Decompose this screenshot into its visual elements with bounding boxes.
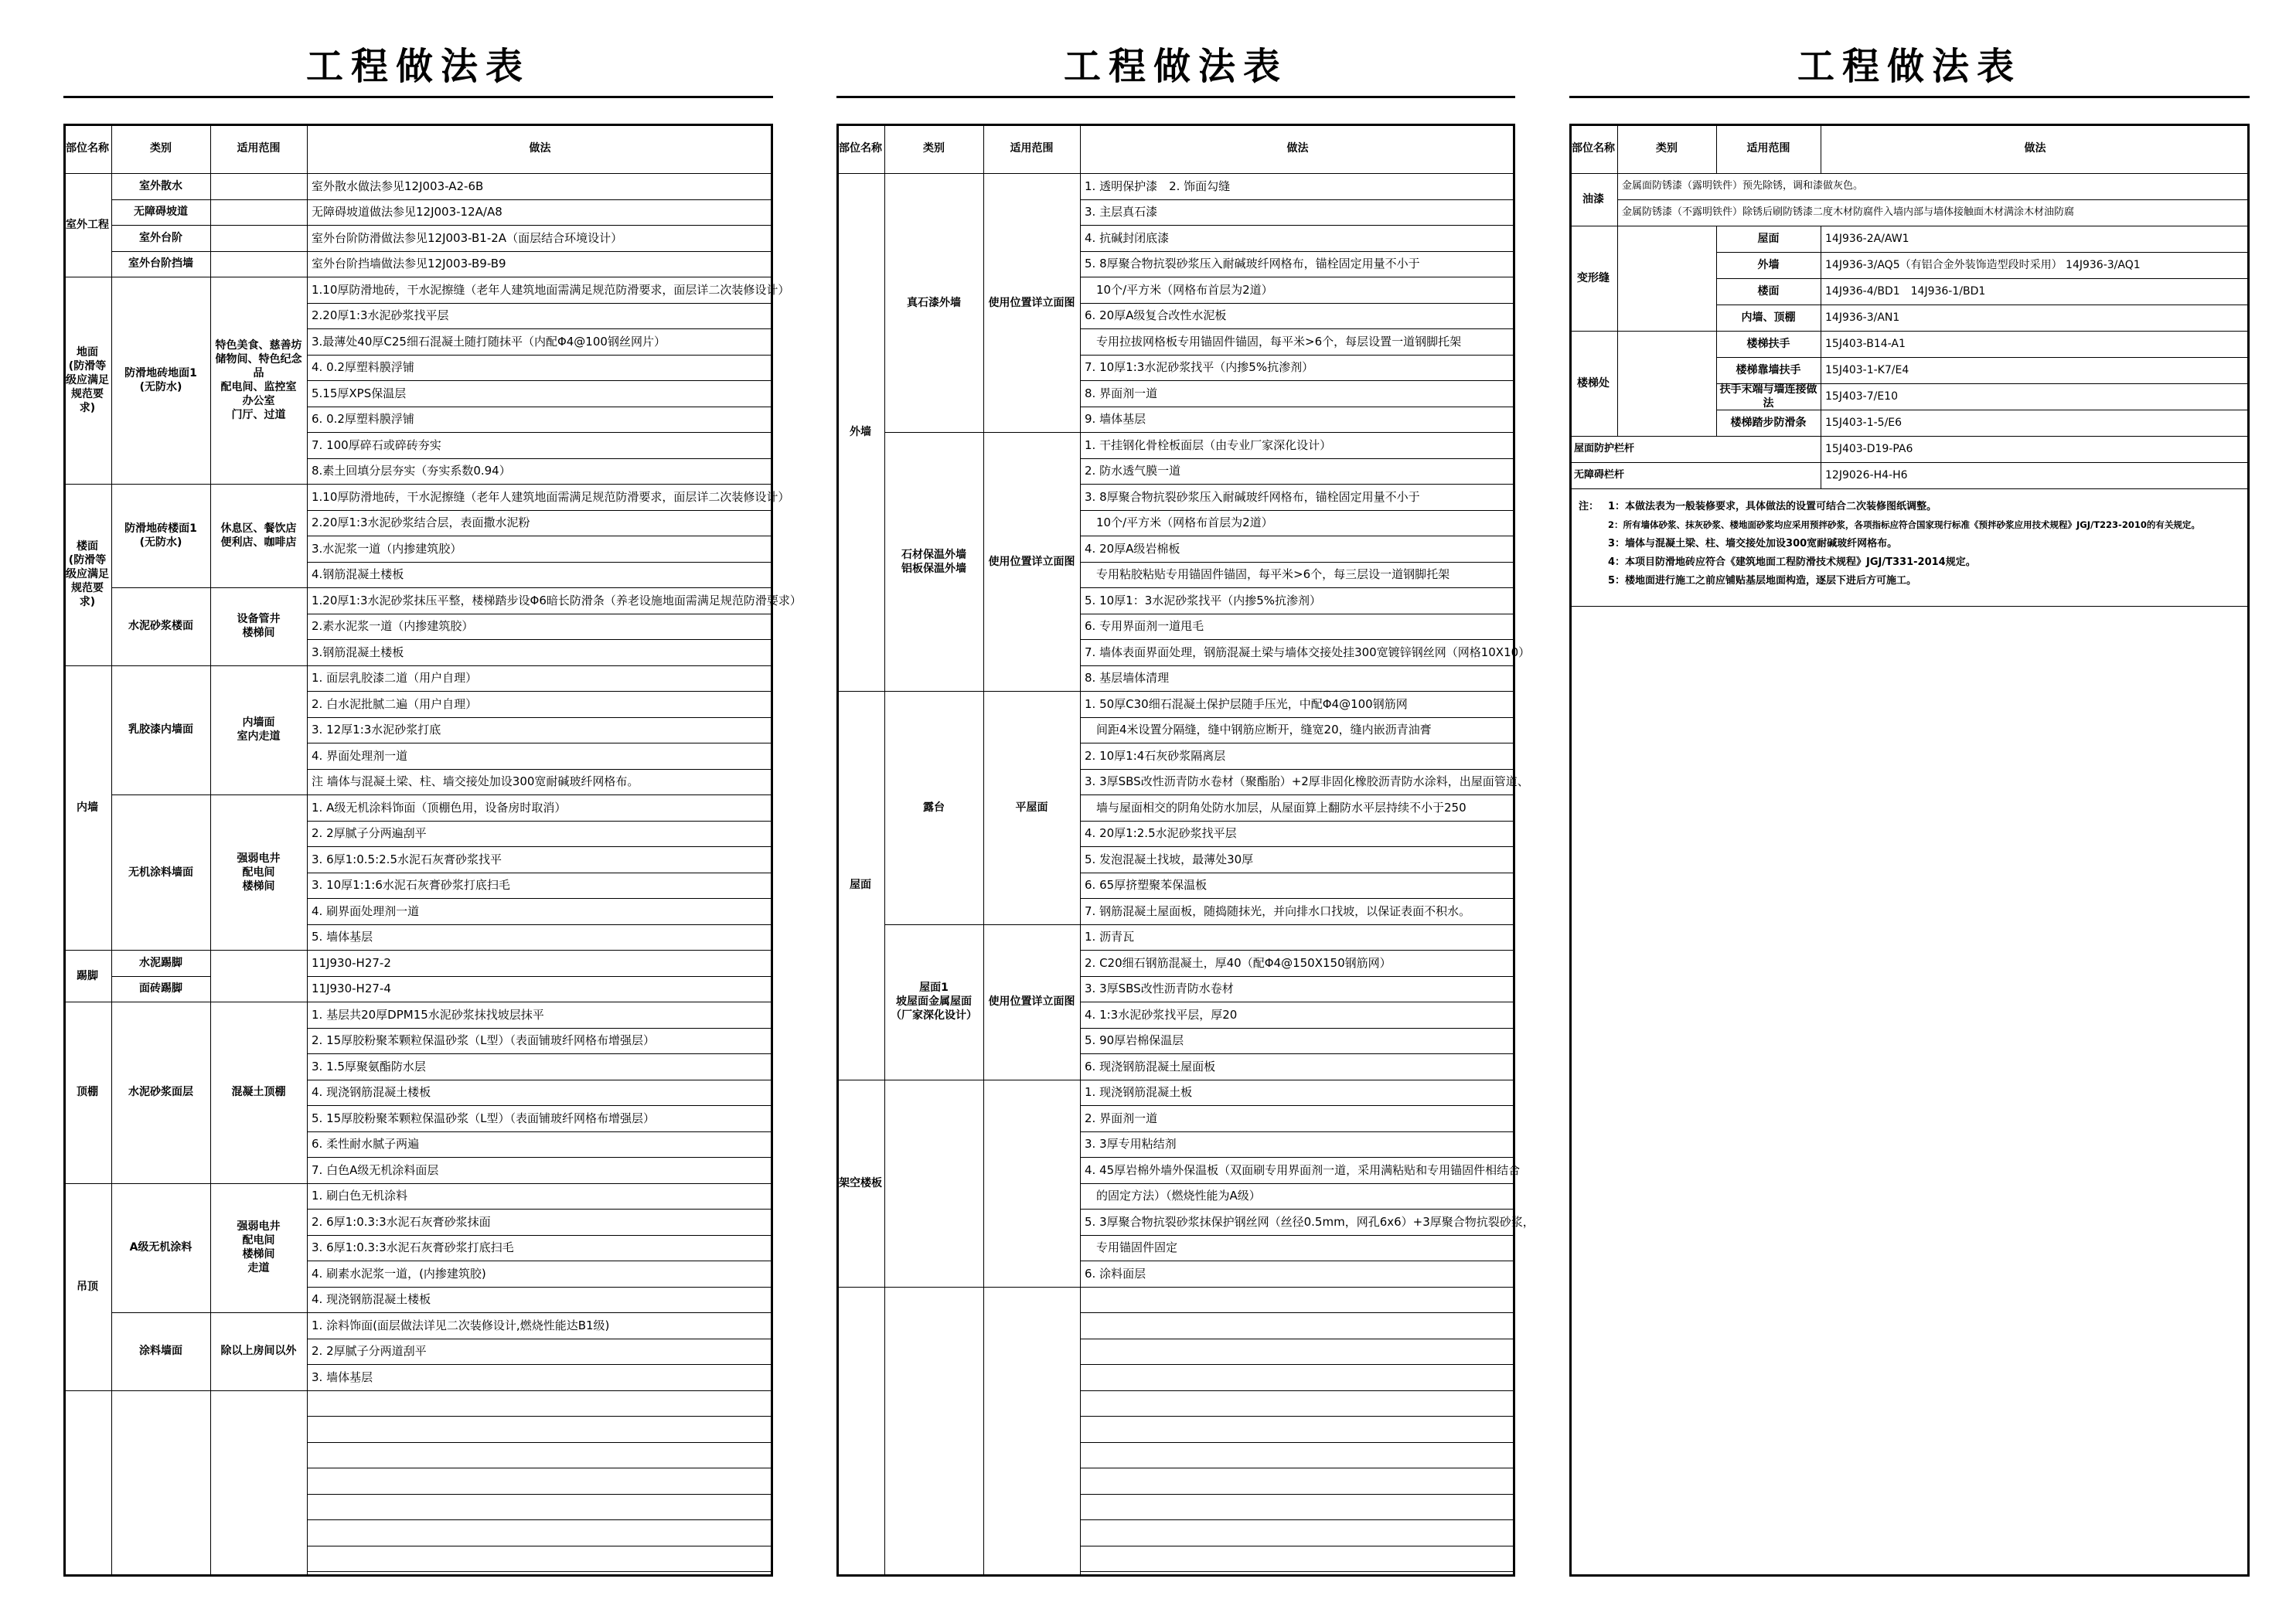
type-cell: 楼梯踏步防滑条 xyxy=(1730,417,1807,429)
method-row: 2.素水泥浆一道（内掺建筑胶） xyxy=(312,619,474,634)
scope-cell: 特色美食、慈善坊 储物间、特色纪念品 配电间、监控室 办公室 门厅、过道 xyxy=(215,339,302,421)
note-line: 2：所有墙体砂浆、抹灰砂浆、楼地面砂浆均应采用预拌砂浆，各项指标应符合国家现行标准《预拌砂浆应用技术规程》JGJ/T223-2010的有关规定。 xyxy=(1608,519,2200,530)
scope-cell: 使用位置详立面图 xyxy=(988,296,1075,309)
method-row: 11J930-H27-4 xyxy=(312,982,391,996)
method-row: 1.20厚1:3水泥砂浆抹压平整，楼梯踏步设Φ6暗长防滑条（养老设施地面需满足规范防滑要求） xyxy=(312,593,802,607)
note-line: 1：本做法表为一般装修要求，具体做法的设置可结合二次装修图纸调整。 xyxy=(1608,501,1937,512)
part-name-cell: 无障碍栏杆 xyxy=(1574,469,1625,481)
method-row: 3. 6厚1:0.5:2.5水泥石灰膏砂浆找平 xyxy=(312,852,502,866)
category-cell: 真石漆外墙 xyxy=(907,296,961,309)
method-row: 7. 白色A级无机涂料面层 xyxy=(312,1162,439,1177)
row-divider xyxy=(210,1390,307,1391)
note-line: 3：墙体与混凝土梁、柱、墙交接处加设300宽耐碱玻纤网格布。 xyxy=(1608,538,1898,550)
method-row: 金属面防锈漆（露明铁件）预先除锈，调和漆做灰色。 xyxy=(1622,180,1864,192)
method-row: 4. 现浇钢筋混凝土楼板 xyxy=(312,1292,431,1307)
row-divider xyxy=(1569,436,2250,437)
scope-cell: 休息区、餐饮店 便利店、咖啡店 xyxy=(220,522,297,549)
column-divider xyxy=(1617,124,1618,173)
part-name-cell: 变形缝 xyxy=(1577,272,1610,284)
row-divider xyxy=(1080,1287,1515,1288)
row-divider xyxy=(307,1364,773,1365)
category-cell: 防滑地砖楼面1 (无防水) xyxy=(124,522,197,549)
row-divider xyxy=(1080,458,1515,459)
row-divider xyxy=(307,1105,773,1106)
row-divider xyxy=(307,355,773,356)
row-divider xyxy=(307,1494,773,1495)
method-row: 4. 1:3水泥砂浆找平层，厚20 xyxy=(1085,1007,1238,1022)
note-line: 5：楼地面进行施工之前应铺贴基层地面构造，逐层下进后方可施工。 xyxy=(1608,575,1917,587)
scope-cell: 强弱电井 配电间 楼梯间 xyxy=(237,852,281,893)
method-row: 7. 墙体表面界面处理，钢筋混凝土梁与墙体交接处挂300宽镀锌钢丝网（网格10X10） xyxy=(1085,645,1531,659)
method-row: 5. 3厚聚合物抗裂砂浆抹保护钢丝网（丝径0.5mm，网孔6x6）+3厚聚合物抗裂砂浆， xyxy=(1085,1214,1535,1229)
row-divider xyxy=(1080,199,1515,200)
construction-table-3 xyxy=(1569,124,2250,1577)
type-cell: 楼梯靠墙扶手 xyxy=(1736,364,1801,376)
method-row: 1. 透明保护漆 2. 饰面勾缝 xyxy=(1085,179,1231,193)
category-cell: 室外散水 xyxy=(139,179,182,192)
method-row: 4. 刷界面处理剂一道 xyxy=(312,903,420,918)
row-divider xyxy=(1080,1028,1515,1029)
category-cell: 水泥砂浆面层 xyxy=(128,1086,193,1099)
method-row: 5. 8厚聚合物抗裂砂浆压入耐碱玻纤网格布，锚栓固定用量不小于 xyxy=(1085,257,1420,271)
row-divider xyxy=(307,225,773,226)
panel-2-title: 工程做法表 xyxy=(1063,45,1288,88)
scope-cell: 强弱电井 配电间 楼梯间 走道 xyxy=(237,1220,281,1275)
column-divider xyxy=(1617,331,1618,436)
method-row: 1. 50厚C30细石混凝土保护层随手压光，中配Φ4@100钢筋网 xyxy=(1085,696,1408,711)
method-row: 3.水泥浆一道（内掺建筑胶） xyxy=(312,541,462,556)
row-divider xyxy=(1080,1131,1515,1132)
row-divider xyxy=(1080,1053,1515,1054)
method-row: 4. 20厚A级岩棉板 xyxy=(1085,541,1180,556)
row-divider xyxy=(1080,251,1515,252)
row-divider xyxy=(210,950,307,951)
method-row: 无障碍坡道做法参见12J003-12A/A8 xyxy=(312,205,502,219)
row-divider xyxy=(1080,769,1515,770)
table-panel-2 xyxy=(836,39,1535,1577)
row-divider xyxy=(1080,639,1515,640)
method-row: 2.20厚1:3水泥砂浆找平层 xyxy=(312,308,449,323)
method-row: 2. 6厚1:0.3:3水泥石灰膏砂浆抹面 xyxy=(312,1214,491,1229)
method-row: 2. 防水透气膜一道 xyxy=(1085,464,1181,478)
row-divider xyxy=(1080,976,1515,977)
row-divider xyxy=(307,1209,773,1210)
category-cell: A级无机涂料 xyxy=(129,1241,192,1254)
category-cell: 面砖踢脚 xyxy=(139,982,182,995)
row-divider xyxy=(1080,380,1515,381)
method-row: 2. 15厚胶粉聚苯颗粒保温砂浆（L型）（表面铺玻纤网格布增强层） xyxy=(312,1033,656,1048)
row-divider xyxy=(307,639,773,640)
method-row: 8.素土回填分层夯实（夯实系数0.94） xyxy=(312,464,511,478)
reference-row: 12J9026-H4-H6 xyxy=(1825,469,1908,481)
header-cell: 做法 xyxy=(1286,142,1309,155)
row-divider xyxy=(63,1390,111,1391)
method-row: 2. 2厚腻子分两道刮平 xyxy=(312,1344,427,1359)
method-row: 8. 基层墙体清理 xyxy=(1085,671,1170,686)
category-cell: 室外台阶挡墙 xyxy=(128,257,193,270)
scope-cell: 使用位置详立面图 xyxy=(988,995,1075,1008)
method-row: 6. 柔性耐水腻子两遍 xyxy=(312,1137,420,1152)
method-row: 1. 沥青瓦 xyxy=(1085,930,1135,944)
category-cell: 防滑地砖地面1 (无防水) xyxy=(124,367,197,393)
row-divider xyxy=(1080,1390,1515,1391)
row-divider xyxy=(307,794,773,795)
row-divider xyxy=(307,484,773,485)
part-name-cell: 架空楼板 xyxy=(839,1176,882,1189)
method-row: 4. 现浇钢筋混凝土楼板 xyxy=(312,1085,431,1100)
category-cell: 屋面1 坡屋面金属屋面 （厂家深化设计） xyxy=(891,982,977,1022)
method-row: 3. 10厚1:1:6水泥石灰膏砂浆打底扫毛 xyxy=(312,878,510,893)
scope-cell: 混凝土顶棚 xyxy=(231,1086,286,1099)
note-label: 注： xyxy=(1579,501,1599,512)
method-row: 1.10厚防滑地砖，干水泥擦缝（老年人建筑地面需满足规范防滑要求，面层详二次装修设计） xyxy=(312,282,790,297)
row-divider xyxy=(111,251,307,252)
method-row: 5. 发泡混凝土找坡，最薄处30厚 xyxy=(1085,852,1254,866)
row-divider xyxy=(307,1235,773,1236)
row-divider xyxy=(111,1390,210,1391)
row-divider xyxy=(307,303,773,304)
row-divider xyxy=(307,587,773,588)
method-row: 5. 墙体基层 xyxy=(312,930,373,944)
scope-cell: 除以上房间以外 xyxy=(220,1345,297,1358)
row-divider xyxy=(1080,1312,1515,1313)
row-divider xyxy=(1080,846,1515,847)
row-divider xyxy=(1080,1235,1515,1236)
header-cell: 类别 xyxy=(923,142,945,155)
title-underline xyxy=(836,96,1515,98)
row-divider xyxy=(836,1287,884,1288)
scope-cell: 设备管井 楼梯间 xyxy=(237,613,281,640)
row-divider xyxy=(1080,510,1515,511)
row-divider xyxy=(1080,794,1515,795)
method-row: 1. A级无机涂料饰面（顶棚色用，设备房时取消） xyxy=(312,800,567,815)
row-divider xyxy=(1080,898,1515,899)
part-name-cell: 吊顶 xyxy=(77,1280,98,1293)
title-underline xyxy=(1569,96,2250,98)
row-divider xyxy=(1569,462,2250,463)
category-cell: 无机涂料墙面 xyxy=(128,866,193,879)
method-row: 3. 12厚1:3水泥砂浆打底 xyxy=(312,723,441,737)
header-cell: 适用范围 xyxy=(237,142,281,155)
row-divider xyxy=(307,380,773,381)
type-cell: 楼梯扶手 xyxy=(1746,338,1790,350)
row-divider xyxy=(307,1287,773,1288)
method-row: 4. 20厚1:2.5水泥砂浆找平层 xyxy=(1085,826,1237,841)
method-row: 专用粘胶粘贴专用锚固件锚固，每平米>6个，每三层设一道钢脚托架 xyxy=(1085,567,1450,582)
method-row: 5. 90厚岩棉保温层 xyxy=(1085,1033,1184,1048)
row-divider xyxy=(307,1183,773,1184)
row-divider xyxy=(307,510,773,511)
row-divider xyxy=(307,665,773,666)
method-row: 5. 15厚胶粉聚苯颗粒保温砂浆（L型）（表面铺玻纤网格布增强层） xyxy=(312,1111,656,1125)
row-divider xyxy=(1080,950,1515,951)
header-cell: 部位名称 xyxy=(66,142,109,155)
row-divider xyxy=(307,821,773,822)
row-divider xyxy=(1080,1157,1515,1158)
header-cell: 做法 xyxy=(529,142,551,155)
part-name-cell: 顶棚 xyxy=(77,1086,98,1099)
method-row: 9. 墙体基层 xyxy=(1085,412,1146,427)
type-cell: 扶手末端与墙连接做法 xyxy=(1719,383,1817,410)
row-divider xyxy=(1080,303,1515,304)
method-row: 1. 现浇钢筋混凝土板 xyxy=(1085,1085,1193,1100)
part-name-cell: 地面 (防滑等级应满足规范要求) xyxy=(66,346,109,414)
type-cell: 外墙 xyxy=(1757,259,1780,271)
row-divider xyxy=(1080,1209,1515,1210)
row-divider xyxy=(1080,1571,1515,1572)
header-cell: 部位名称 xyxy=(839,142,882,155)
method-row: 3. 3厚SBS改性沥青防水卷材（聚酯胎）+2厚非固化橡胶沥青防水涂料，出屋面管道、 xyxy=(1085,774,1529,789)
method-row: 注 墙体与混凝土梁、柱、墙交接处加设300宽耐碱玻纤网格布。 xyxy=(312,774,639,789)
part-name-cell: 踢脚 xyxy=(77,969,98,982)
row-divider xyxy=(1080,717,1515,718)
row-divider xyxy=(1080,691,1515,692)
row-divider xyxy=(1569,331,2250,332)
category-cell: 无障碍坡道 xyxy=(134,206,188,219)
row-divider xyxy=(1080,1519,1515,1520)
category-cell: 乳胶漆内墙面 xyxy=(128,723,193,737)
reference-row: 15J403-1-K7/E4 xyxy=(1825,364,1909,376)
row-divider xyxy=(1080,562,1515,563)
method-row: 金属防锈漆（不露明铁件）除锈后刷防锈漆二度木材防腐件入墙内部与墙体接触面木材满涂木材油防腐 xyxy=(1622,206,2075,218)
row-divider xyxy=(1617,199,2250,200)
row-divider xyxy=(1080,587,1515,588)
method-row: 1. 涂料饰面(面层做法详见二次装修设计,燃烧性能达B1级) xyxy=(312,1318,610,1332)
method-row: 6. 现浇钢筋混凝土屋面板 xyxy=(1085,1059,1216,1073)
row-divider xyxy=(1080,225,1515,226)
row-divider xyxy=(1080,1105,1515,1106)
reference-row: 14J936-2A/AW1 xyxy=(1825,233,1909,245)
row-divider xyxy=(307,1519,773,1520)
method-row: 3. 1.5厚聚氨酯防水层 xyxy=(312,1059,426,1073)
method-row: 室外台阶挡墙做法参见12J003-B9-B9 xyxy=(312,257,506,271)
row-divider xyxy=(307,1571,773,1572)
method-row: 11J930-H27-2 xyxy=(312,955,391,970)
method-row: 4. 刷素水泥浆一道，(内掺建筑胶) xyxy=(312,1266,486,1281)
row-divider xyxy=(307,898,773,899)
type-cell: 屋面 xyxy=(1757,233,1780,245)
row-divider xyxy=(1080,1416,1515,1417)
row-divider xyxy=(307,1442,773,1443)
method-row: 3. 墙体基层 xyxy=(312,1370,373,1384)
row-divider xyxy=(307,1157,773,1158)
method-row: 4. 抗碱封闭底漆 xyxy=(1085,230,1170,245)
header-cell: 类别 xyxy=(150,142,172,155)
method-row: 2.20厚1:3水泥砂浆结合层，表面撒水泥粉 xyxy=(312,515,530,530)
part-name-cell: 屋面 xyxy=(850,879,871,892)
method-row: 2. 界面剂一道 xyxy=(1085,1111,1158,1125)
row-divider xyxy=(1080,484,1515,485)
row-divider xyxy=(307,1312,773,1313)
method-row: 3. 主层真石漆 xyxy=(1085,205,1158,219)
method-row: 1. 面层乳胶漆二道（用户自理） xyxy=(312,671,478,686)
header-cell: 部位名称 xyxy=(1572,142,1615,155)
reference-row: 15J403-1-5/E6 xyxy=(1825,417,1903,429)
row-divider xyxy=(307,1053,773,1054)
row-divider xyxy=(111,199,307,200)
row-divider xyxy=(1080,1364,1515,1365)
part-name-cell: 内墙 xyxy=(77,801,98,814)
method-row: 4. 界面处理剂一道 xyxy=(312,748,408,763)
part-name-cell: 屋面防护栏杆 xyxy=(1574,443,1635,454)
note-line: 4：本项目防滑地砖应符合《建筑地面工程防滑技术规程》JGJ/T331-2014规定。 xyxy=(1608,556,1976,568)
row-divider xyxy=(1080,1183,1515,1184)
method-row: 10个/平方米（网格布首层为2道） xyxy=(1085,515,1273,530)
method-row: 室外散水做法参见12J003-A2-6B xyxy=(312,179,484,193)
type-cell: 内墙、顶棚 xyxy=(1741,311,1796,324)
method-row: 5. 10厚1：3水泥砂浆找平（内掺5%抗渗剂） xyxy=(1085,593,1322,607)
type-cell: 楼面 xyxy=(1757,285,1780,298)
row-divider xyxy=(1080,1442,1515,1443)
method-row: 3. 3厚专用粘结剂 xyxy=(1085,1137,1177,1152)
method-row: 6. 0.2厚塑料膜浮铺 xyxy=(312,412,414,427)
row-divider xyxy=(307,950,773,951)
method-row: 3.钢筋混凝土楼板 xyxy=(312,645,404,659)
reference-row: 14J936-3/AN1 xyxy=(1825,311,1900,324)
row-divider xyxy=(1080,665,1515,666)
reference-row: 15J403-D19-PA6 xyxy=(1825,443,1913,455)
method-row: 7. 钢筋混凝土屋面板，随捣随抹光，并向排水口找坡，以保证表面不积水。 xyxy=(1085,903,1471,918)
row-divider xyxy=(307,769,773,770)
method-row: 墙与屋面相交的阴角处防水加层，从屋面算上翻防水平层持续不小于250 xyxy=(1085,800,1467,815)
method-row: 4.钢筋混凝土楼板 xyxy=(312,567,404,582)
header-cell: 适用范围 xyxy=(1746,142,1790,155)
row-divider xyxy=(307,251,773,252)
row-divider xyxy=(1569,488,2250,489)
method-row: 3. 3厚SBS改性沥青防水卷材 xyxy=(1085,982,1234,996)
header-cell: 适用范围 xyxy=(1010,142,1054,155)
category-cell: 涂料墙面 xyxy=(139,1345,182,1358)
table-panel-3 xyxy=(1569,39,2250,1577)
row-divider xyxy=(1569,173,2250,174)
category-cell: 水泥踢脚 xyxy=(139,956,182,969)
row-divider xyxy=(307,924,773,925)
method-row: 3. 6厚1:0.3:3水泥石灰膏砂浆打底扫毛 xyxy=(312,1240,514,1255)
method-row: 3. 8厚聚合物抗裂砂浆压入耐碱玻纤网格布，锚栓固定用量不小于 xyxy=(1085,489,1420,504)
category-cell: 石材保温外墙 铝板保温外墙 xyxy=(901,548,966,575)
row-divider xyxy=(307,691,773,692)
scope-cell: 使用位置详立面图 xyxy=(988,555,1075,568)
row-divider xyxy=(1080,821,1515,822)
row-divider xyxy=(1569,606,2250,607)
part-name-cell: 外墙 xyxy=(850,426,871,438)
part-name-cell: 室外工程 xyxy=(66,219,109,231)
row-divider xyxy=(884,1287,1080,1288)
method-row: 1. 刷白色无机涂料 xyxy=(312,1189,408,1203)
row-divider xyxy=(1080,328,1515,329)
method-row: 4. 0.2厚塑料膜浮铺 xyxy=(312,360,414,375)
reference-row: 14J936-3/AQ5（有铝合金外装饰造型段时采用） 14J936-3/AQ1 xyxy=(1825,259,2141,271)
method-row: 5.15厚XPS保温层 xyxy=(312,386,407,400)
scope-cell: 内墙面 室内走道 xyxy=(237,716,281,743)
row-divider xyxy=(307,846,773,847)
category-cell: 露台 xyxy=(923,801,945,814)
method-row: 间距4米设置分隔缝，缝中钢筋应断开，缝宽20，缝内嵌沥青油膏 xyxy=(1085,723,1432,737)
method-row: 6. 65厚挤塑聚苯保温板 xyxy=(1085,878,1208,893)
row-divider xyxy=(307,199,773,200)
row-divider xyxy=(111,225,307,226)
method-row: 1.10厚防滑地砖，干水泥擦缝（老年人建筑地面需满足规范防滑要求，面层详二次装修设计） xyxy=(312,489,790,504)
method-row: 7. 100厚碎石或碎砖夯实 xyxy=(312,437,441,452)
row-divider xyxy=(307,1028,773,1029)
row-divider xyxy=(1080,924,1515,925)
row-divider xyxy=(307,1390,773,1391)
row-divider xyxy=(307,328,773,329)
reference-row: 14J936-4/BD1 14J936-1/BD1 xyxy=(1825,285,1986,298)
method-row: 室外台阶防滑做法参见12J003-B1-2A（面层结合环境设计） xyxy=(312,230,623,245)
part-name-cell: 油漆 xyxy=(1582,193,1604,206)
header-cell: 做法 xyxy=(2024,142,2046,155)
method-row: 1. 基层共20厚DPM15水泥砂浆抹找坡层抹平 xyxy=(312,1007,544,1022)
method-row: 6. 涂料面层 xyxy=(1085,1266,1146,1281)
panel-3-title: 工程做法表 xyxy=(1797,45,2022,88)
category-cell: 室外台阶 xyxy=(139,231,182,244)
row-divider xyxy=(1080,1494,1515,1495)
row-divider xyxy=(307,432,773,433)
method-row: 6. 专用界面剂一道甩毛 xyxy=(1085,619,1204,634)
panel-1-title: 工程做法表 xyxy=(305,45,530,88)
method-row: 3.最薄处40厚C25细石混凝土随打随抹平（内配Φ4@100钢丝网片） xyxy=(312,334,666,349)
column-divider xyxy=(307,124,308,1577)
reference-row: 15J403-B14-A1 xyxy=(1825,338,1906,350)
row-divider xyxy=(307,458,773,459)
method-row: 2. 10厚1:4石灰砂浆隔离层 xyxy=(1085,748,1226,763)
row-divider xyxy=(1080,432,1515,433)
method-row: 1. 干挂钢化骨栓板面层（由专业厂家深化设计） xyxy=(1085,437,1332,452)
method-row: 专用拉拔网格板专用锚固件锚固，每平米>6个，每层设置一道钢脚托架 xyxy=(1085,334,1462,349)
reference-row: 15J403-7/E10 xyxy=(1825,390,1899,403)
method-row: 10个/平方米（网格布首层为2道） xyxy=(1085,282,1273,297)
method-row: 2. C20细石钢筋混凝土，厚40（配Φ4@150X150钢筋网） xyxy=(1085,955,1392,970)
column-divider xyxy=(1716,124,1717,173)
method-row: 专用锚固件固定 xyxy=(1085,1240,1178,1255)
category-cell: 水泥砂浆楼面 xyxy=(128,620,193,633)
table-panel-1 xyxy=(63,39,802,1577)
scope-cell: 平屋面 xyxy=(1015,801,1048,814)
method-row: 7. 10厚1:3水泥砂浆找平（内掺5%抗渗剂） xyxy=(1085,360,1314,375)
method-row: 的固定方法）（燃烧性能为A级） xyxy=(1085,1189,1261,1203)
row-divider xyxy=(307,562,773,563)
part-name-cell: 楼梯处 xyxy=(1577,377,1610,390)
method-row: 8. 界面剂一道 xyxy=(1085,386,1158,400)
method-row: 6. 20厚A级复合改性水泥板 xyxy=(1085,308,1227,323)
row-divider xyxy=(1080,355,1515,356)
row-divider xyxy=(307,976,773,977)
title-underline xyxy=(63,96,773,98)
column-divider xyxy=(1617,226,1618,331)
method-row: 4. 45厚岩棉外墙外保温板（双面刷专用界面剂一道，采用满粘贴和专用锚固件相结合 xyxy=(1085,1162,1521,1177)
row-divider xyxy=(307,717,773,718)
header-cell: 类别 xyxy=(1656,142,1678,155)
column-divider xyxy=(1080,124,1081,1577)
method-row: 2. 白水泥批腻二遍（用户自理） xyxy=(312,696,478,711)
row-divider xyxy=(307,1131,773,1132)
row-divider xyxy=(307,1416,773,1417)
method-row: 2. 2厚腻子分两遍刮平 xyxy=(312,826,427,841)
part-name-cell: 楼面 (防滑等级应满足规范要求) xyxy=(66,540,109,609)
